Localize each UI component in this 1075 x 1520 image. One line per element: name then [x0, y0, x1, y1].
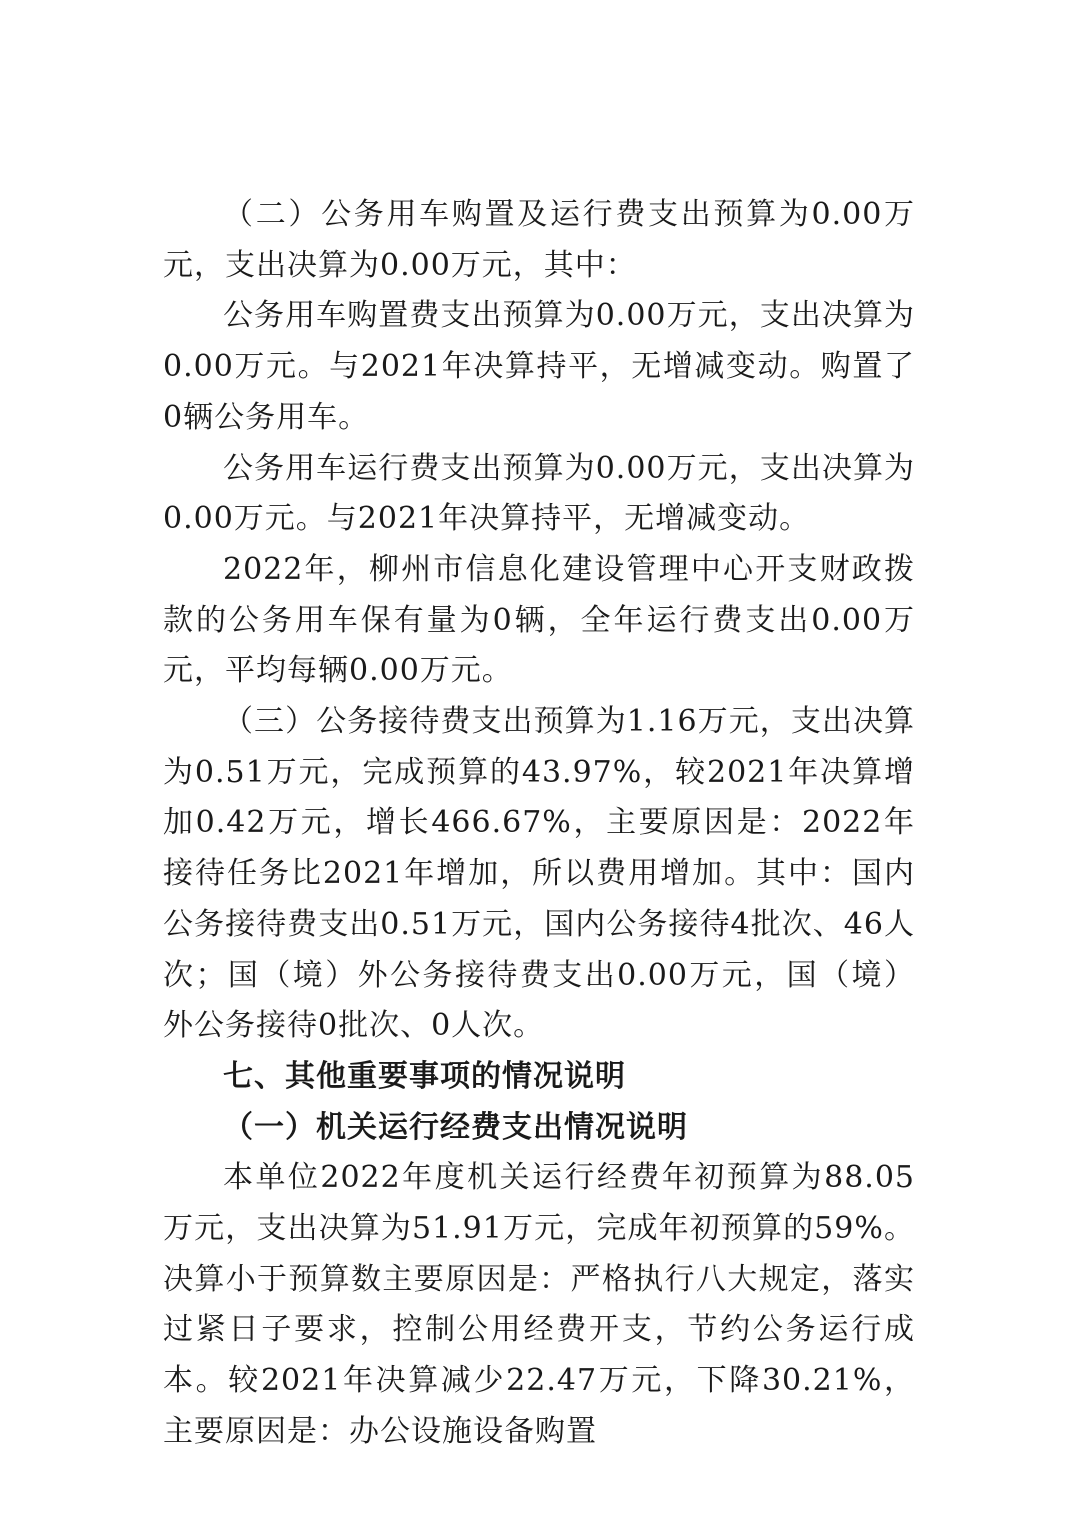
- paragraph-vehicle-purchase: 公务用车购置费支出预算为0.00万元，支出决算为0.00万元。与2021年决算持平，无增减变动。购置了0辆公务用车。: [163, 298, 915, 435]
- paragraph-vehicle-holdings: 2022年，柳州市信息化建设管理中心开支财政拨款的公务用车保有量为0辆，全年运行费支出0.00万元，平均每辆0.00万元。: [163, 551, 915, 689]
- subsection-heading: （一）机关运行经费支出情况说明: [223, 1109, 688, 1145]
- section-heading: 七、其他重要事项的情况说明: [223, 1058, 626, 1094]
- paragraph-operating-expense: 本单位2022年度机关运行经费年初预算为88.05万元，支出决算为51.91万元，完成年初预算的59%。决算小于预算数主要原因是：严格执行八大规定，落实过紧日子要求，控制公用经费开支，节约公务运行成本。较2021年决算减少22.47万元，下降30.21%，主要原因是：办公设施设备购置: [163, 1160, 915, 1449]
- document-page: [163, 190, 915, 1458]
- paragraph-vehicle-operation: 公务用车运行费支出预算为0.00万元，支出决算为0.00万元。与2021年决算持平，无增减变动。: [163, 450, 915, 537]
- paragraph-reception-expense: （三）公务接待费支出预算为1.16万元，支出决算为0.51万元，完成预算的43.97%，较2021年决算增加0.42万元，增长466.67%，主要原因是：2022年接待任务比2021年增加，所以费用增加。其中：国内公务接待费支出0.51万元，国内公务接待4批次、46人次；国（境）外公务接待费支出0.00万元，国（境）外公务接待0批次、0人次。: [163, 704, 915, 1044]
- paragraph-vehicle-summary: （二）公务用车购置及运行费支出预算为0.00万元，支出决算为0.00万元，其中：: [163, 197, 915, 283]
